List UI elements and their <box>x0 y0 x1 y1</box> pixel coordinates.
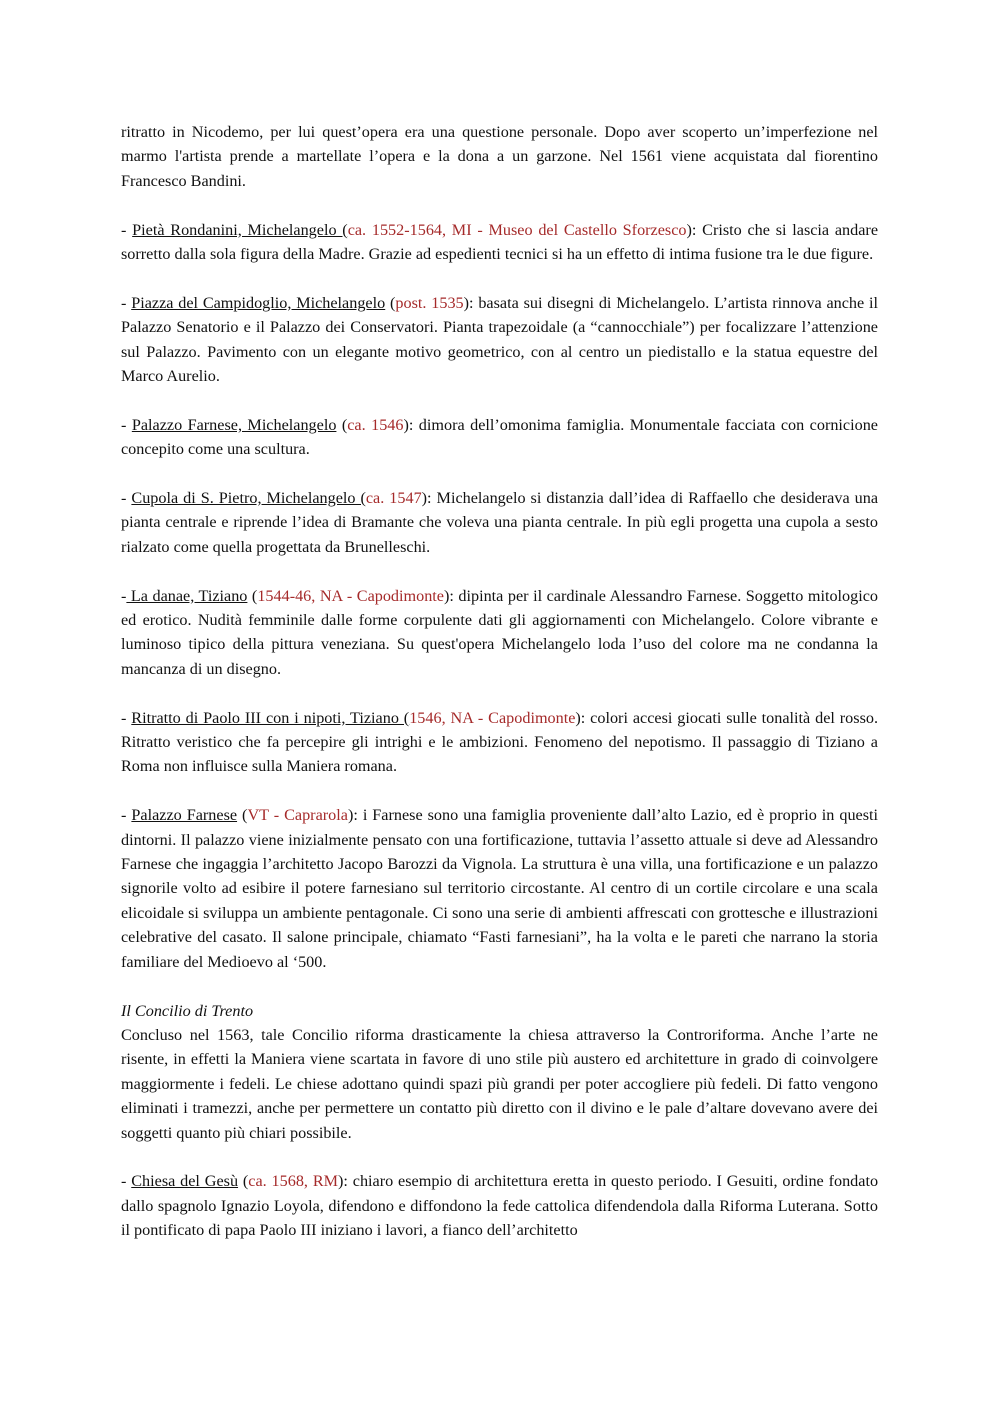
bullet-dash: - <box>121 806 132 825</box>
entry-open-paren: ( <box>238 1172 249 1191</box>
bullet-dash: - <box>121 293 132 312</box>
section-text: Concluso nel 1563, tale Concilio riforma drasticamente la chiesa attraverso la Controriforma. Anche l’arte ne risente, in effetti la Maniera viene scartata in favore di uno stile più austero ed architetture in grado di coinvolgere maggiormente i fedeli. Le chiese adottano quindi spazi più grandi per poter accogliere più fedeli. Di fatto vengono eliminati i tramezzi, anche per permettere un contatto più diretto con il divino e le pale d’altare dovevano avere dei soggetti quanto più chiari possibile. <box>121 1025 878 1142</box>
bullet-dash: - <box>121 220 133 239</box>
entry-chiesa-gesu <box>121 1169 878 1242</box>
bullet-dash: - <box>121 489 132 508</box>
section-concilio-trento <box>121 999 878 1145</box>
entry-title: Ritratto di Paolo III con i nipoti, Tiziano ( <box>131 708 410 727</box>
entry-title: Palazzo Farnese, Michelangelo <box>131 415 337 434</box>
bullet-dash: - <box>121 586 127 605</box>
bullet-dash: - <box>121 1172 132 1191</box>
entry-details: VT - Caprarola <box>247 806 348 825</box>
entry-open-paren: ( <box>336 415 348 434</box>
document-page <box>121 120 878 1243</box>
entry-title: Cupola di S. Pietro, Michelangelo ( <box>131 489 366 508</box>
entry-body: ): colori accesi giocati sulle tonalità del rosso. Ritratto veristico che fa percepire gli intrighi e le ambizioni. Fenomeno del nepotismo. Il passaggio di Tiziano a Roma non influisce sulla Maniera romana. <box>121 708 879 776</box>
bullet-dash: - <box>121 415 132 434</box>
entry-open-paren: ( <box>247 586 258 605</box>
paragraph-text: ritratto in Nicodemo, per lui quest’opera era una questione personale. Dopo aver scoperto un’imperfezione nel marmo l'artista prende a martellate l’opera e la dona a un garzone. Nel 1561 viene acquistata dal fiorentino Francesco Bandini. <box>121 123 878 190</box>
section-heading: Il Concilio di Trento <box>121 1001 254 1020</box>
entry-body: ): i Farnese sono una famiglia proveniente dall’alto Lazio, ed è proprio in questi dintorni. Il palazzo viene inizialmente pensato con una fortificazione, tuttavia l’assetto attuale si deve ad Alessandro Farnese che ingaggia l’architetto Jacopo Barozzi da Vignola. La struttura è una villa, una fortificazione e un palazzo signorile volto ad esibire il potere farnesiano sul territorio circostante. Al centro di un cortile circolare e una scala elicoidale si sviluppa un ambiente pentagonale. Ci sono una serie di ambienti affrescati con grottesche e illustrazioni celebrative del casato. Il salone principale, chiamato “Fasti farnesiani”, ha la volta e le pareti che narrano la storia familiare del Medioevo al ‘500. <box>121 806 879 971</box>
entry-details: ca. 1552-1564, MI - Museo del Castello Sforzesco <box>347 220 687 239</box>
entry-pieta-rondanini <box>121 218 878 267</box>
entry-open-paren: ( <box>237 806 248 825</box>
entry-details: ca. 1547 <box>365 489 422 508</box>
entry-details: 1544-46, NA - Capodimonte <box>257 586 444 605</box>
entry-open-paren: ( <box>385 293 396 312</box>
entry-title: Pietà Rondanini, Michelangelo ( <box>132 220 348 239</box>
entry-body: ): Cristo che si lascia andare sorretto dalla sola figura della Madre. Grazie ad espedienti tecnici si ha un effetto di intima fusione tra le due figure. <box>121 220 878 264</box>
entry-palazzo-farnese-caprarola <box>121 803 878 974</box>
entry-piazza-campidoglio <box>121 291 878 389</box>
entry-details: post. 1535 <box>395 293 464 312</box>
entry-details: ca. 1546 <box>347 415 404 434</box>
entry-palazzo-farnese-roma <box>121 413 878 462</box>
entry-body: ): chiaro esempio di architettura eretta in questo periodo. I Gesuiti, ordine fondato dallo spagnolo Ignazio Loyola, difendono e diffondono la fede cattolica difendendola dalla Riforma Luterana. Sotto il pontificato di papa Paolo III iniziano i lavori, a fianco dell’architetto <box>121 1172 879 1240</box>
bullet-dash: - <box>121 708 132 727</box>
entry-cupola-san-pietro <box>121 486 878 559</box>
entry-details: ca. 1568, RM <box>248 1172 339 1191</box>
entry-body: ): basata sui disegni di Michelangelo. L’artista rinnova anche il Palazzo Senatorio e il Palazzo dei Conservatori. Pianta trapezoidale (a “cannocchiale”) per focalizzare l’attenzione sul Palazzo. Pavimento con un elegante motivo geometrico, con al centro un piedistallo e la statua equestre del Marco Aurelio. <box>121 293 879 386</box>
entry-body: ): Michelangelo si distanzia dall’idea di Raffaello che desiderava una pianta centrale e riprende l’idea di Bramante che voleva una pianta centrale. In più egli progetta una cupola a sesto rialzato come quella progettata da Brunelleschi. <box>121 489 879 556</box>
entry-title: Chiesa del Gesù <box>131 1172 239 1191</box>
entry-details: 1546, NA - Capodimonte <box>409 708 576 727</box>
entry-body: ): dimora dell’omonima famiglia. Monumentale facciata con cornicione concepito come una scultura. <box>121 415 878 459</box>
paragraph-nicodemo-continuation <box>121 120 878 193</box>
entry-body: ): dipinta per il cardinale Alessandro Farnese. Soggetto mitologico ed erotico. Nudità femminile dalle forme corpulente dati gli aggiornamenti con Michelangelo. Colore vibrante e luminoso tipico della pittura veneziana. Su quest'opera Michelangelo loda l’uso del colore ma ne condanna la mancanza di un disegno. <box>121 586 879 678</box>
entry-ritratto-paolo-iii <box>121 706 878 779</box>
entry-title: Palazzo Farnese <box>131 806 238 825</box>
entry-title: La danae, Tiziano <box>126 586 248 605</box>
entry-title: Piazza del Campidoglio, Michelangelo <box>131 293 386 312</box>
entry-danae-tiziano <box>121 584 878 682</box>
